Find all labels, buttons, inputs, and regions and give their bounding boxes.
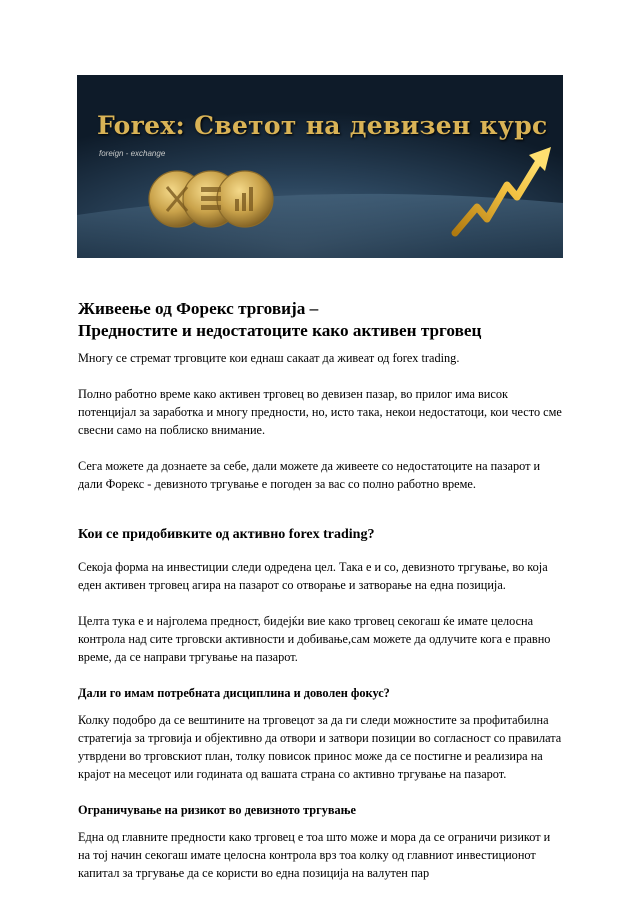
paragraph: Целта тука е и најголема предност, бидејќи вие како трговец секогаш ќе имате целосна контрола над сите трговски активности и добивање,сам можете да одлучите кога е правно време, да се направи тргување на пазарот. [78, 614, 551, 664]
title-line-2: Предностите и недостатоците како активен трговец [78, 321, 482, 340]
section-heading: Кои се придобивките од активно forex trading? [78, 527, 375, 542]
paragraph: Многу се стремат трговците кои еднаш сакаат да живеат од forex trading. [78, 351, 460, 365]
paragraph: Полно работно време како активен трговец во девизен пазар, во прилог има висок потенцијал за заработка и многу предности, но, исто така, некои недостатоци, кои често сме свесни само на поблиско внимание. [78, 387, 562, 437]
title-line-1: Живеење од Форекс трговија – [78, 299, 319, 318]
banner-image [77, 75, 563, 258]
article [78, 298, 564, 882]
subsection-heading: Дали го имам потребната дисциплина и доволен фокус? [78, 686, 390, 700]
paragraph: Сега можете да дознаете за себе, дали можете да живеете со недостатоците на пазарот и дали Форекс - девизното тргување е погоден за вас со полно работно време. [78, 459, 541, 491]
paragraph: Една од главните предности како трговец е тоа што може и мора да се ограничи ризикот и на тој начин секогаш имате целосна контрола врз тоа колку од главниот инвестиционот капитал за тргување да се користи во една позиција на валутен пар [78, 830, 551, 880]
coin-icons [149, 171, 273, 227]
paragraph: Секоја форма на инвестиции следи одредена цел. Така е и со, девизното тргување, во која еден активен трговец агира на пазарот со отворање и затворање на една позиција. [78, 560, 548, 592]
paragraph: Колку подобро да се вештините на трговецот за да ги следи можностите за профитабилна стратегија за трговија и објективно да отвори и затвори позиции во согласност со правилата утврдени во трговскиот план, толку повисок принос може да се постигне и реализира на крајот на месецот или годината од вашата страна со активно тргување на пазарот. [78, 713, 562, 781]
article-title [78, 298, 564, 342]
banner-title: Forex: Светот на девизен курс [97, 111, 548, 140]
subsection-heading: Ограничување на ризикот во девизното тргување [78, 803, 356, 817]
banner-graphic [77, 75, 563, 258]
banner-subtitle: foreign - exchange [99, 149, 166, 158]
